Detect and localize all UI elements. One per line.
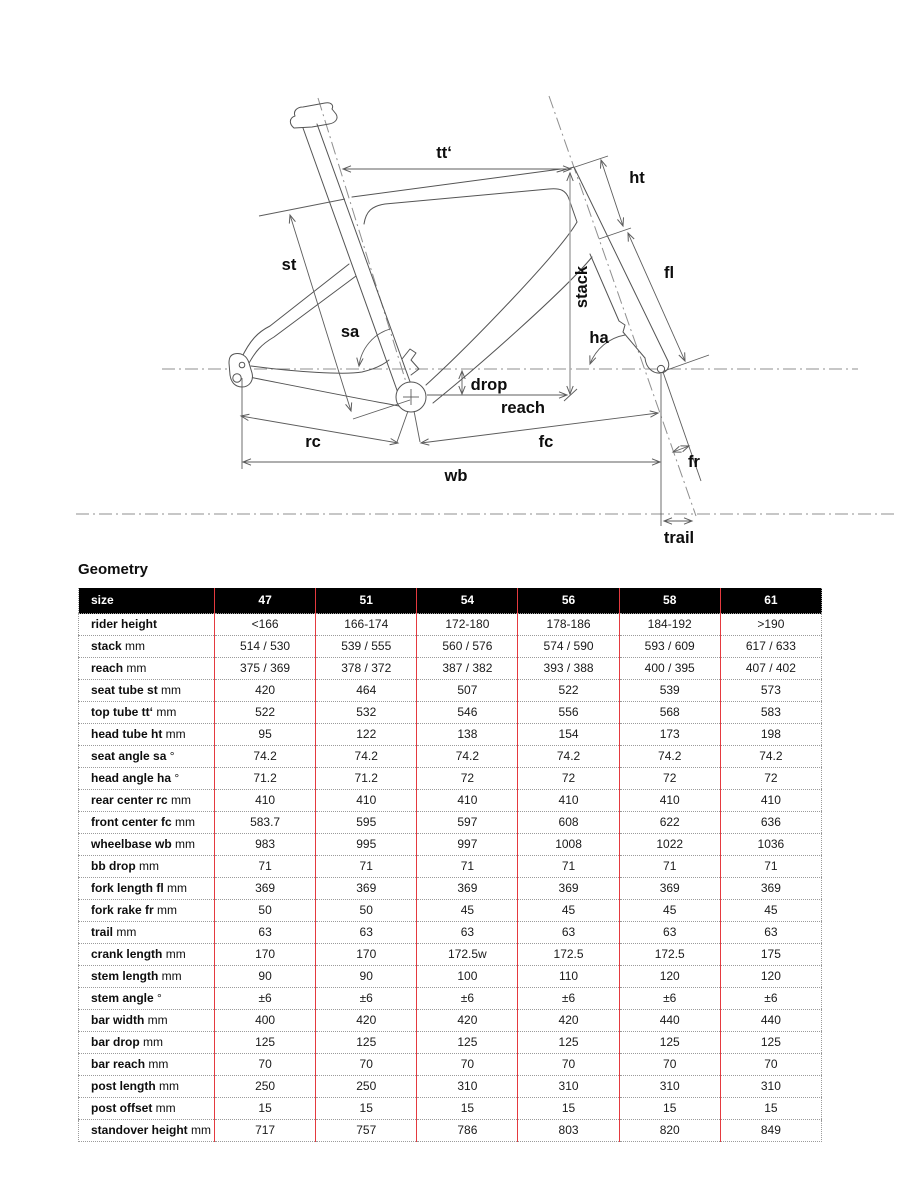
table-row [79,1010,822,1032]
cell-value: 63 [417,922,518,944]
cell-value: 378 / 372 [316,658,417,680]
cell-value: 15 [518,1098,619,1120]
cell-value: 15 [720,1098,821,1120]
cell-value: 250 [215,1076,316,1098]
cell-value: 310 [720,1076,821,1098]
cell-value: 15 [215,1098,316,1120]
cell-value: 100 [417,966,518,988]
row-label-name: fork rake fr [91,903,154,917]
bike-diagram-svg [0,0,900,558]
cell-value: 45 [720,900,821,922]
cell-value: ±6 [720,988,821,1010]
cell-value: 997 [417,834,518,856]
table-row [79,1120,822,1142]
row-label-name: bar width [91,1013,145,1027]
cell-value: 1008 [518,834,619,856]
row-label-name: bb drop [91,859,136,873]
table-header-size-54: 54 [417,588,518,614]
row-label [79,1098,215,1120]
cell-value: 440 [619,1010,720,1032]
cell-value: 420 [316,1010,417,1032]
row-label-unit: mm [171,837,196,851]
cell-value: 63 [720,922,821,944]
table-row [79,856,822,878]
row-label-name: wheelbase wb [91,837,172,851]
row-label [79,1054,215,1076]
cell-value: 539 [619,680,720,702]
seat-stay-bottom-edge [247,276,356,367]
cell-value: 50 [316,900,417,922]
cell-value: 74.2 [316,746,417,768]
table-row [79,900,822,922]
cell-value: 74.2 [720,746,821,768]
row-label-unit: mm [121,639,146,653]
table-row [79,878,822,900]
row-label [79,900,215,922]
ht-tick-bottom [599,228,631,239]
cell-value: 122 [316,724,417,746]
cell-value: 420 [417,1010,518,1032]
cell-value: >190 [720,614,821,636]
row-label-unit: mm [187,1123,212,1137]
row-label-name: stem length [91,969,159,983]
cell-value: <166 [215,614,316,636]
front-axle-hole [657,365,664,372]
table-row [79,1054,822,1076]
cell-value: 110 [518,966,619,988]
cell-value: 583 [720,702,821,724]
row-label-name: standover height [91,1123,188,1137]
table-row [79,988,822,1010]
table-row [79,1032,822,1054]
cell-value: 514 / 530 [215,636,316,658]
cell-value: 90 [215,966,316,988]
row-label [79,702,215,724]
row-label [79,966,215,988]
cell-value: 72 [720,768,821,790]
row-label [79,834,215,856]
chain-stay-top-edge [251,360,389,373]
cell-value: 310 [518,1076,619,1098]
geometry-section-title: Geometry [78,561,149,578]
cell-value: 172.5 [518,944,619,966]
cell-value: 375 / 369 [215,658,316,680]
cell-value: 1022 [619,834,720,856]
label-tt: tt‘ [436,144,452,162]
cell-value: 369 [518,878,619,900]
bb-extension-right [414,411,420,442]
table-row [79,614,822,636]
top-tube-top-edge [352,169,561,197]
cell-value: 573 [720,680,821,702]
cell-value: 15 [619,1098,720,1120]
table-row [79,724,822,746]
row-label-name: bar drop [91,1035,140,1049]
cell-value: 63 [316,922,417,944]
cell-value: 172.5w [417,944,518,966]
label-fc: fc [538,433,554,451]
cell-value: ±6 [518,988,619,1010]
row-label-name: stem angle [91,991,154,1005]
row-label-unit: mm [162,727,186,741]
cell-value: 198 [720,724,821,746]
cell-value: 522 [518,680,619,702]
dim-seat-angle-arc [359,329,390,366]
cell-value: 995 [316,834,417,856]
row-label [79,944,215,966]
cell-value: 70 [417,1054,518,1076]
cell-value: 786 [417,1120,518,1142]
cell-value: 50 [215,900,316,922]
row-label [79,878,215,900]
cell-value: 410 [518,790,619,812]
cell-value: 154 [518,724,619,746]
cell-value: 166-174 [316,614,417,636]
row-label [79,658,215,680]
cell-value: 45 [417,900,518,922]
diagram-labels [282,144,701,547]
label-stack: stack [573,265,591,309]
table-row [79,944,822,966]
dim-seat-tube [290,215,351,411]
cell-value: 820 [619,1120,720,1142]
cell-value: 539 / 555 [316,636,417,658]
cell-value: 71 [619,856,720,878]
cell-value: 125 [518,1032,619,1054]
row-label [79,988,215,1010]
cell-value: 95 [215,724,316,746]
label-st: st [281,256,297,274]
cell-value: 410 [215,790,316,812]
cell-value: 560 / 576 [417,636,518,658]
frame-geometry-diagram [0,0,900,558]
cell-value: 522 [215,702,316,724]
label-fr: fr [688,453,700,471]
cell-value: 546 [417,702,518,724]
row-label-name: rider height [91,617,158,631]
axis-lines [76,96,894,516]
cell-value: 70 [619,1054,720,1076]
table-row [79,812,822,834]
row-label [79,812,215,834]
row-label-name: front center fc [91,815,172,829]
cell-value: 393 / 388 [518,658,619,680]
row-label-unit: mm [113,925,137,939]
row-label-unit: ° [171,771,180,785]
st-tick-top [259,199,345,216]
cell-value: 369 [619,878,720,900]
chain-stay-bottom-edge [249,377,399,406]
table-row [79,1098,822,1120]
dim-fork-rake [673,446,689,452]
cell-value: 387 / 382 [417,658,518,680]
label-ht: ht [629,169,645,187]
cell-value: 74.2 [215,746,316,768]
cell-value: 420 [215,680,316,702]
cell-value: 595 [316,812,417,834]
cell-value: 138 [417,724,518,746]
row-label-name: trail [91,925,114,939]
cell-value: 175 [720,944,821,966]
cell-value: 71 [720,856,821,878]
cell-value: 369 [417,878,518,900]
row-label-unit: mm [152,1101,176,1115]
cell-value: 410 [619,790,720,812]
cell-value: 71 [215,856,316,878]
row-label-name: top tube tt‘ [91,705,153,719]
cell-value: 369 [316,878,417,900]
cell-value: 407 / 402 [720,658,821,680]
cell-value: ±6 [619,988,720,1010]
row-label-unit: mm [152,705,177,719]
cell-value: 400 / 395 [619,658,720,680]
row-label-unit: ° [166,749,175,763]
cell-value: 90 [316,966,417,988]
cell-value: 71.2 [215,768,316,790]
cell-value: 849 [720,1120,821,1142]
row-label [79,922,215,944]
cell-value: 608 [518,812,619,834]
table-row [79,1076,822,1098]
row-label-unit: mm [139,1035,163,1049]
saddle-clamp [290,103,337,128]
table-row [79,658,822,680]
row-label [79,768,215,790]
cell-value: 70 [316,1054,417,1076]
cell-value: 556 [518,702,619,724]
cell-value: ±6 [316,988,417,1010]
table-row [79,790,822,812]
row-label [79,856,215,878]
rear-dropout [229,353,252,387]
row-label-name: rear center rc [91,793,168,807]
row-label-name: head angle ha [91,771,172,785]
dimension-lines [241,156,709,526]
geometry-table [78,588,822,1142]
row-label-unit: mm [171,815,196,829]
cell-value: 420 [518,1010,619,1032]
cell-value: 45 [518,900,619,922]
cell-value: 310 [619,1076,720,1098]
cell-value: 72 [417,768,518,790]
row-label-unit: mm [162,947,186,961]
cell-value: 400 [215,1010,316,1032]
table-row [79,922,822,944]
rear-axle-hole [239,362,245,368]
row-label-unit: mm [153,903,178,917]
row-label-unit: mm [135,859,159,873]
down-tube-lower-edge [433,257,592,403]
row-label-unit: mm [167,793,192,807]
table-row [79,768,822,790]
cell-value: 170 [316,944,417,966]
table-header-size-61: 61 [720,588,821,614]
cell-value: 717 [215,1120,316,1142]
row-label [79,1010,215,1032]
row-label [79,1076,215,1098]
cell-value: 15 [316,1098,417,1120]
cell-value: 125 [417,1032,518,1054]
geometry-table-wrap [78,588,822,1142]
front-derailleur-mount [402,349,419,375]
cell-value: 369 [720,878,821,900]
row-label-unit: mm [157,683,182,697]
row-label [79,746,215,768]
row-label-name: bar reach [91,1057,146,1071]
label-ha: ha [589,329,609,347]
table-header-row [79,588,822,614]
cell-value: 410 [720,790,821,812]
table-header-size-47: 47 [215,588,316,614]
cell-value: 410 [316,790,417,812]
row-label [79,1032,215,1054]
row-label [79,636,215,658]
cell-value: 125 [316,1032,417,1054]
cell-value: 803 [518,1120,619,1142]
label-fl: fl [663,264,675,282]
cell-value: 70 [215,1054,316,1076]
rear-hanger-hole [233,374,241,382]
table-row [79,746,822,768]
cell-value: 74.2 [619,746,720,768]
cell-value: ±6 [215,988,316,1010]
cell-value: 574 / 590 [518,636,619,658]
row-label-unit: mm [163,881,187,895]
cell-value: 757 [316,1120,417,1142]
row-label-name: post length [91,1079,156,1093]
label-reach: reach [500,399,546,417]
cell-value: 15 [417,1098,518,1120]
cell-value: 532 [316,702,417,724]
cell-value: 63 [215,922,316,944]
cell-value: 120 [619,966,720,988]
row-label-name: seat tube st [91,683,158,697]
row-label-name: reach [91,661,124,675]
cell-value: 172.5 [619,944,720,966]
row-label [79,724,215,746]
cell-value: 250 [316,1076,417,1098]
cell-value: 636 [720,812,821,834]
table-row [79,680,822,702]
table-header-size-51: 51 [316,588,417,614]
cell-value: 170 [215,944,316,966]
cell-value: 63 [619,922,720,944]
down-tube-upper-edge [426,222,577,385]
cell-value: 63 [518,922,619,944]
cell-value: 310 [417,1076,518,1098]
cell-value: 72 [619,768,720,790]
cell-value: 173 [619,724,720,746]
row-label [79,1120,215,1142]
cell-value: 507 [417,680,518,702]
cell-value: 125 [215,1032,316,1054]
table-header-size-58: 58 [619,588,720,614]
row-label-name: fork length fl [91,881,164,895]
cell-value: 74.2 [417,746,518,768]
cell-value: 369 [215,878,316,900]
row-label-name: post offset [91,1101,153,1115]
cell-value: 71.2 [316,768,417,790]
cell-value: 71 [316,856,417,878]
table-header-size: size [79,588,215,614]
cell-value: 622 [619,812,720,834]
cell-value: 597 [417,812,518,834]
cell-value: 1036 [720,834,821,856]
steering-axis-line [549,96,696,516]
row-label [79,680,215,702]
row-label-unit: ° [153,991,162,1005]
table-row [79,636,822,658]
cell-value: 45 [619,900,720,922]
top-tube-bottom-edge [364,189,577,224]
cell-value: 410 [417,790,518,812]
table-row [79,834,822,856]
cell-value: 178-186 [518,614,619,636]
cell-value: 125 [619,1032,720,1054]
row-label-name: seat angle sa [91,749,167,763]
cell-value: ±6 [417,988,518,1010]
row-label [79,790,215,812]
cell-value: 583.7 [215,812,316,834]
row-label [79,614,215,636]
cell-value: 440 [720,1010,821,1032]
seatpost-left-edge [303,128,398,393]
cell-value: 70 [518,1054,619,1076]
row-label-name: head tube ht [91,727,163,741]
cell-value: 617 / 633 [720,636,821,658]
label-sa: sa [340,323,360,341]
cell-value: 593 / 609 [619,636,720,658]
cell-value: 72 [518,768,619,790]
head-fork-right-edge [574,167,668,361]
table-header-size-56: 56 [518,588,619,614]
row-label-name: stack [91,639,122,653]
bb-extension-left [397,411,408,442]
dim-head-tube [601,160,623,226]
cell-value: 125 [720,1032,821,1054]
cell-value: 464 [316,680,417,702]
cell-value: 71 [417,856,518,878]
cell-value: 568 [619,702,720,724]
cell-value: 184-192 [619,614,720,636]
label-wb: wb [444,467,468,485]
row-label-unit: mm [123,661,147,675]
label-drop: drop [470,376,508,394]
label-rc: rc [305,433,321,451]
table-row [79,966,822,988]
table-row [79,702,822,724]
seatpost-right-edge [317,124,413,390]
cell-value: 71 [518,856,619,878]
cell-value: 172-180 [417,614,518,636]
seat-stay-top-edge [241,264,349,359]
cell-value: 120 [720,966,821,988]
cell-value: 983 [215,834,316,856]
table-body [79,614,822,1142]
label-trail: trail [663,529,695,547]
row-label-unit: mm [158,969,182,983]
row-label-unit: mm [144,1013,168,1027]
cell-value: 70 [720,1054,821,1076]
row-label-name: crank length [91,947,163,961]
row-label-unit: mm [155,1079,179,1093]
row-label-unit: mm [145,1057,169,1071]
cell-value: 74.2 [518,746,619,768]
